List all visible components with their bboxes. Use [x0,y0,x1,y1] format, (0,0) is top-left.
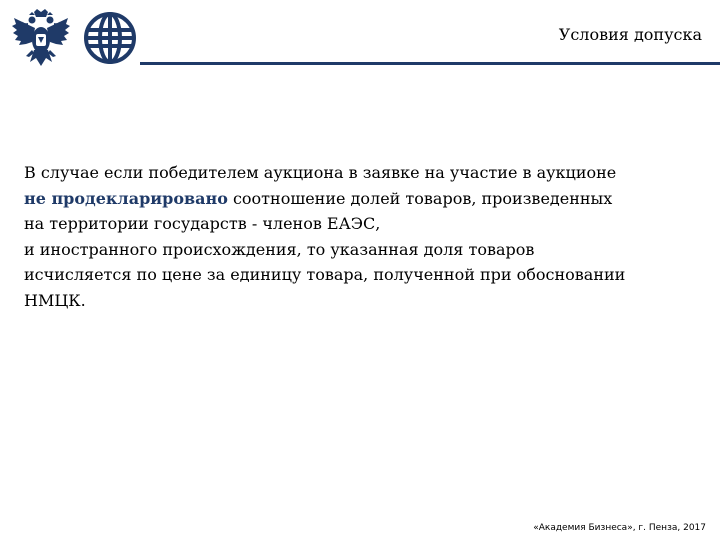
coat-of-arms-eagle-icon [10,8,72,70]
body-paragraph [24,160,704,313]
footer-credit: «Академия Бизнеса», г. Пенза, 2017 [533,523,706,533]
header-divider [140,62,720,65]
body-line: исчисляется по цене за единицу товара, полученной при обосновании [24,265,626,284]
body-line: соотношение долей товаров, произведенных [227,188,613,208]
globe-icon [82,10,138,66]
body-line: и иностранного происхождения, то указанная доля товаров [24,239,535,259]
body-line: на территории государств - членов ЕАЭС, [24,214,381,233]
body-line: НМЦК. [24,290,86,310]
slide-title: Условия допуска [558,25,702,44]
highlight-text: не продекларировано [24,188,228,208]
body-line: В случае если победителем аукциона в заявке на участие в аукционе [24,163,617,182]
